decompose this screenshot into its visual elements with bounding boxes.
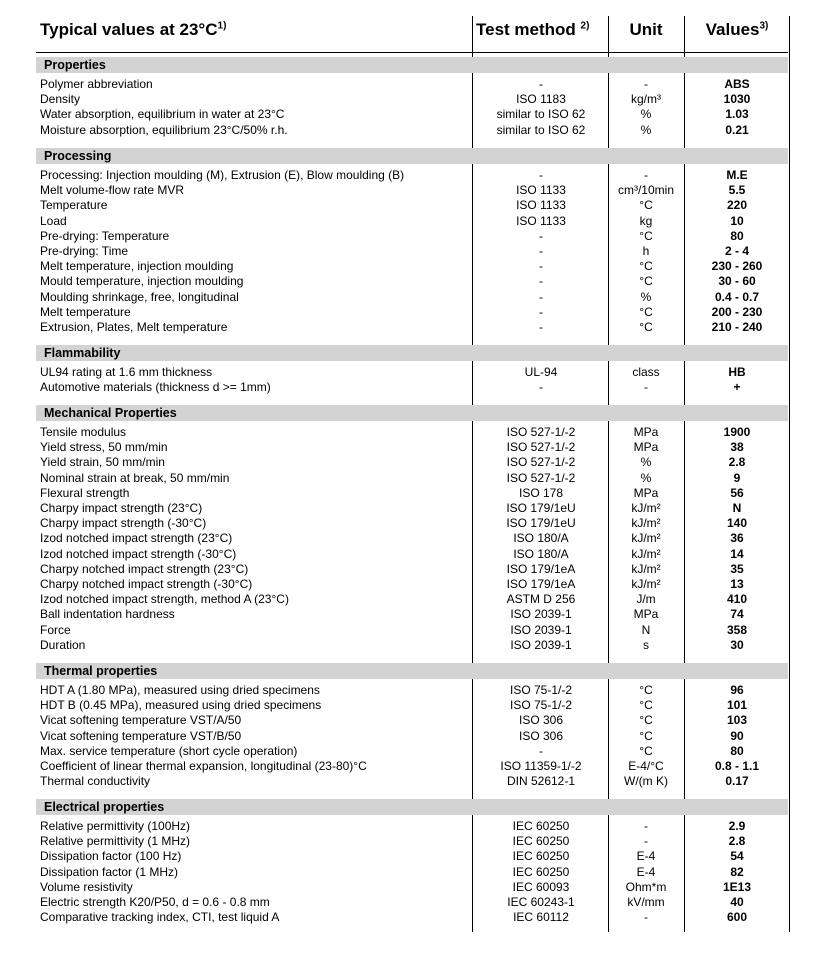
test-method-cell: ISO 179/1eU [506, 501, 576, 515]
property-cell: Pre-drying: Temperature [40, 228, 170, 243]
value-cell: 9 [733, 470, 741, 485]
property-cell: Melt volume-flow rate MVR [40, 183, 185, 198]
test-method-cell: ISO 1133 [516, 213, 566, 228]
unit-cell: - [644, 77, 648, 91]
section-header [36, 663, 788, 679]
table-row [0, 849, 820, 864]
section-header [36, 799, 788, 815]
value-cell: 38 [730, 440, 744, 455]
property-cell: Melt temperature, injection moulding [40, 259, 234, 274]
value-cell: 30 - 60 [718, 274, 756, 289]
unit-cell: % [640, 455, 652, 470]
value-cell: 220 [726, 198, 748, 213]
value-cell: 2.8 [728, 455, 746, 470]
property-cell: Relative permittivity (1 MHz) [40, 834, 191, 849]
test-method-cell: ISO 527-1/-2 [506, 470, 576, 485]
value-cell: 54 [730, 849, 744, 864]
test-method-cell: IEC 60243-1 [507, 895, 575, 909]
unit-cell: °C [639, 304, 653, 319]
column-header-values [686, 20, 788, 40]
value-cell: + [733, 380, 741, 395]
table-row [0, 592, 820, 607]
table-row [0, 516, 820, 531]
value-cell: 2 - 4 [724, 244, 749, 258]
value-cell: HB [728, 365, 746, 379]
test-method-cell: ISO 1133 [516, 183, 566, 198]
unit-cell: °C [639, 713, 653, 728]
table-row [0, 168, 820, 183]
property-cell: Moisture absorption, equilibrium 23°C/50% r.h. [40, 122, 288, 137]
test-method-cell: ISO 179/1eA [506, 561, 576, 576]
column-header-unit-text: Unit [629, 20, 663, 39]
test-method-cell: IEC 60250 [512, 864, 570, 879]
unit-cell: J/m [636, 592, 656, 607]
unit-cell: °C [639, 683, 653, 697]
property-cell: Coefficient of linear thermal expansion, longitudinal (23-80)°C [40, 759, 367, 773]
property-cell: Vicat softening temperature VST/B/50 [40, 728, 242, 743]
unit-cell: °C [639, 274, 653, 289]
test-method-cell: ISO 2039-1 [510, 637, 572, 652]
value-cell: 14 [730, 546, 744, 561]
property-cell: Moulding shrinkage, free, longitudinal [40, 289, 239, 304]
property-cell: Dissipation factor (100 Hz) [40, 849, 182, 864]
value-cell: 30 [730, 637, 744, 652]
value-cell: 2.8 [728, 834, 746, 849]
test-method-cell: ISO 527-1/-2 [506, 440, 576, 455]
table-row [0, 244, 820, 259]
property-cell: Yield strain, 50 mm/min [40, 455, 165, 470]
test-method-cell: ISO 2039-1 [510, 622, 572, 637]
value-cell: 13 [730, 577, 744, 591]
table-row [0, 425, 820, 440]
table-row [0, 865, 820, 880]
test-method-cell: ISO 306 [518, 713, 564, 728]
test-method-cell: ISO 1133 [516, 198, 566, 213]
test-method-cell: ISO 179/1eA [506, 577, 576, 591]
value-cell: 0.4 - 0.7 [714, 289, 760, 304]
table-title-text: Typical values at 23°C [40, 20, 218, 39]
table-row [0, 77, 820, 92]
section-title: Mechanical Properties [44, 406, 177, 420]
unit-cell: °C [639, 198, 653, 213]
value-cell: 2.9 [728, 819, 746, 833]
unit-cell: kJ/m² [631, 501, 661, 515]
property-cell: Load [40, 213, 67, 228]
table-row [0, 638, 820, 653]
value-cell: 358 [726, 622, 748, 637]
property-cell: Temperature [40, 198, 108, 213]
value-cell: 103 [726, 713, 748, 728]
unit-cell: MPa [633, 425, 659, 439]
value-cell: 5.5 [728, 183, 746, 198]
unit-cell: cm³/10min [617, 183, 674, 198]
table-row [0, 683, 820, 698]
test-method-cell: - [539, 289, 543, 304]
property-cell: Charpy impact strength (23°C) [40, 501, 203, 515]
test-method-cell: - [539, 320, 543, 334]
test-method-cell: IEC 60093 [512, 879, 570, 894]
table-row [0, 698, 820, 713]
property-cell: Polymer abbreviation [40, 77, 153, 91]
value-cell: 200 - 230 [711, 304, 763, 319]
property-cell: Charpy notched impact strength (-30°C) [40, 577, 253, 591]
table-row [0, 819, 820, 834]
unit-cell: s [643, 637, 649, 652]
section-title: Flammability [44, 346, 121, 360]
unit-cell: N [641, 622, 651, 637]
property-cell: Nominal strain at break, 50 mm/min [40, 470, 230, 485]
unit-cell: MPa [633, 607, 659, 622]
test-method-cell: ISO 75-1/-2 [509, 698, 573, 713]
value-cell: 36 [730, 531, 744, 546]
unit-cell: kg [639, 213, 653, 228]
property-cell: Izod notched impact strength, method A (23°C) [40, 592, 289, 607]
value-cell: ABS [724, 77, 750, 91]
unit-cell: Ohm*m [625, 879, 667, 894]
test-method-cell: DIN 52612-1 [506, 774, 576, 789]
test-method-cell: ISO 1183 [516, 92, 566, 107]
property-cell: Thermal conductivity [40, 774, 151, 789]
value-cell: 1E13 [722, 879, 752, 894]
property-cell: Izod notched impact strength (23°C) [40, 531, 233, 546]
section-title: Thermal properties [44, 664, 158, 678]
test-method-cell: - [539, 743, 543, 758]
section-header [36, 345, 788, 361]
test-method-cell: ISO 180/A [513, 531, 569, 546]
value-cell: 74 [730, 607, 744, 622]
table-row [0, 290, 820, 305]
section-header [36, 148, 788, 164]
header-rule [36, 52, 788, 53]
column-header-method-text: Test method [476, 20, 581, 39]
property-cell: Charpy notched impact strength (23°C) [40, 561, 249, 576]
unit-cell: kJ/m² [631, 531, 661, 546]
table-row [0, 183, 820, 198]
property-cell: Izod notched impact strength (-30°C) [40, 546, 237, 561]
unit-cell: % [640, 289, 652, 304]
test-method-cell: ISO 527-1/-2 [506, 425, 576, 439]
table-row [0, 455, 820, 470]
test-method-cell: IEC 60250 [512, 834, 570, 849]
value-cell: 56 [730, 485, 744, 500]
unit-cell: % [640, 470, 652, 485]
property-cell: Water absorption, equilibrium in water at 23°C [40, 107, 285, 122]
value-cell: 0.17 [725, 774, 749, 789]
table-row [0, 577, 820, 592]
table-row [0, 895, 820, 910]
test-method-cell: IEC 60112 [513, 910, 569, 925]
section-title: Processing [44, 149, 112, 163]
property-cell: UL94 rating at 1.6 mm thickness [40, 365, 213, 379]
test-method-cell: ASTM D 256 [506, 592, 576, 607]
test-method-cell: - [539, 77, 543, 91]
table-row [0, 623, 820, 638]
table-row [0, 759, 820, 774]
table-row [0, 880, 820, 895]
test-method-cell: IEC 60250 [512, 819, 570, 833]
property-cell: Max. service temperature (short cycle operation) [40, 743, 298, 758]
unit-cell: kJ/m² [631, 546, 661, 561]
property-cell: Density [40, 92, 81, 107]
table-row [0, 607, 820, 622]
value-cell: 1900 [723, 425, 751, 439]
value-cell: 0.21 [725, 122, 749, 137]
test-method-cell: ISO 179/1eU [506, 516, 576, 531]
property-cell: HDT B (0.45 MPa), measured using dried specimens [40, 698, 322, 713]
table-row [0, 562, 820, 577]
table-row [0, 320, 820, 335]
table-title [40, 20, 226, 40]
table-row [0, 471, 820, 486]
value-cell: 96 [730, 683, 744, 697]
section-header [36, 57, 788, 73]
value-cell: 90 [730, 728, 744, 743]
test-method-cell: ISO 306 [518, 728, 564, 743]
test-method-cell: UL-94 [524, 365, 558, 379]
value-cell: 600 [726, 910, 748, 925]
unit-cell: MPa [633, 485, 659, 500]
unit-cell: - [644, 168, 648, 182]
table-title-footnote: 1) [217, 20, 227, 32]
unit-cell: - [644, 819, 648, 833]
unit-cell: - [644, 910, 648, 925]
property-cell: Ball indentation hardness [40, 607, 175, 622]
value-cell: 1030 [723, 92, 751, 107]
value-cell: 410 [726, 592, 748, 607]
unit-cell: E-4 [636, 864, 656, 879]
test-method-cell: similar to ISO 62 [496, 122, 586, 137]
property-cell: Processing: Injection moulding (M), Extrusion (E), Blow moulding (B) [40, 168, 405, 182]
value-cell: 80 [730, 743, 744, 758]
property-cell: Comparative tracking index, CTI, test liquid A [40, 910, 280, 925]
test-method-cell: - [539, 259, 543, 274]
unit-cell: °C [639, 698, 653, 713]
unit-cell: MPa [633, 440, 659, 455]
test-method-cell: - [539, 304, 543, 319]
unit-cell: % [640, 107, 652, 122]
section-title: Properties [44, 58, 106, 72]
test-method-cell: similar to ISO 62 [496, 107, 586, 122]
test-method-cell: ISO 11359-1/-2 [500, 759, 582, 773]
property-cell: Pre-drying: Time [40, 244, 129, 258]
table-row [0, 547, 820, 562]
value-cell: 210 - 240 [711, 320, 763, 334]
property-cell: Electric strength K20/P50, d = 0.6 - 0.8 mm [40, 895, 270, 909]
unit-cell: kJ/m² [631, 577, 661, 591]
test-method-cell: - [539, 168, 543, 182]
value-cell: 0.8 - 1.1 [714, 759, 760, 773]
test-method-cell: - [539, 274, 543, 289]
table-row [0, 107, 820, 122]
table-row [0, 910, 820, 925]
table-row [0, 259, 820, 274]
test-method-cell: - [539, 228, 543, 243]
value-cell: 82 [730, 864, 744, 879]
table-row [0, 486, 820, 501]
unit-cell: kg/m³ [631, 92, 661, 107]
value-cell: 140 [726, 516, 748, 531]
table-row [0, 729, 820, 744]
unit-cell: kJ/m² [631, 561, 661, 576]
unit-cell: kJ/m² [631, 516, 661, 531]
column-header-unit [610, 20, 682, 40]
unit-cell: E-4/°C [628, 759, 664, 773]
property-cell: Yield stress, 50 mm/min [40, 440, 168, 455]
unit-cell: °C [639, 228, 653, 243]
unit-cell: - [644, 834, 648, 849]
property-cell: HDT A (1.80 MPa), measured using dried specimens [40, 683, 320, 697]
table-row [0, 365, 820, 380]
unit-cell: °C [639, 728, 653, 743]
property-cell: Charpy impact strength (-30°C) [40, 516, 207, 531]
section-title: Electrical properties [44, 800, 165, 814]
value-cell: 80 [730, 228, 744, 243]
property-cell: Mould temperature, injection moulding [40, 274, 244, 289]
test-method-cell: IEC 60250 [512, 849, 570, 864]
unit-cell: % [640, 122, 652, 137]
unit-cell: °C [639, 320, 653, 334]
value-cell: 35 [730, 561, 744, 576]
test-method-cell: - [539, 244, 543, 258]
test-method-cell: ISO 527-1/-2 [506, 455, 576, 470]
value-cell: M.E [726, 168, 748, 182]
test-method-cell: ISO 2039-1 [510, 607, 572, 622]
unit-cell: °C [639, 259, 653, 274]
table-row [0, 774, 820, 789]
unit-cell: E-4 [636, 849, 656, 864]
column-header-method [476, 20, 589, 40]
test-method-cell: - [539, 380, 543, 395]
table-row [0, 531, 820, 546]
column-header-method-footnote: 2) [580, 20, 590, 32]
value-cell: 40 [730, 895, 744, 909]
unit-cell: - [644, 380, 648, 395]
test-method-cell: ISO 178 [518, 485, 564, 500]
property-cell: Vicat softening temperature VST/A/50 [40, 713, 242, 728]
unit-cell: kV/mm [627, 895, 665, 909]
property-cell: Tensile modulus [40, 425, 127, 439]
table-row [0, 274, 820, 289]
unit-cell: h [642, 244, 650, 258]
property-cell: Extrusion, Plates, Melt temperature [40, 320, 228, 334]
unit-cell: W/(m K) [624, 774, 668, 789]
property-cell: Force [40, 622, 71, 637]
table-row [0, 380, 820, 395]
value-cell: 230 - 260 [711, 259, 763, 274]
property-cell: Melt temperature [40, 304, 131, 319]
table-row [0, 92, 820, 107]
property-cell: Dissipation factor (1 MHz) [40, 864, 179, 879]
table-row [0, 744, 820, 759]
property-cell: Automotive materials (thickness d >= 1mm) [40, 380, 271, 395]
test-method-cell: ISO 75-1/-2 [509, 683, 573, 697]
property-cell: Duration [40, 637, 86, 652]
table-row [0, 305, 820, 320]
value-cell: 101 [726, 698, 748, 713]
property-cell: Volume resistivity [40, 879, 133, 894]
value-cell: N [732, 501, 742, 515]
table-row [0, 501, 820, 516]
table-row [0, 123, 820, 138]
unit-cell: °C [639, 743, 653, 758]
column-header-values-text: Values [705, 20, 760, 39]
unit-cell: class [632, 365, 660, 379]
table-row [0, 214, 820, 229]
property-cell: Relative permittivity (100Hz) [40, 819, 191, 833]
column-header-values-footnote: 3) [759, 20, 769, 32]
table-row [0, 229, 820, 244]
table-row [0, 713, 820, 728]
section-header [36, 405, 788, 421]
table-row [0, 440, 820, 455]
test-method-cell: ISO 180/A [513, 546, 569, 561]
table-row [0, 834, 820, 849]
value-cell: 10 [730, 213, 744, 228]
table-row [0, 198, 820, 213]
property-cell: Flexural strength [40, 485, 130, 500]
value-cell: 1.03 [725, 107, 749, 122]
